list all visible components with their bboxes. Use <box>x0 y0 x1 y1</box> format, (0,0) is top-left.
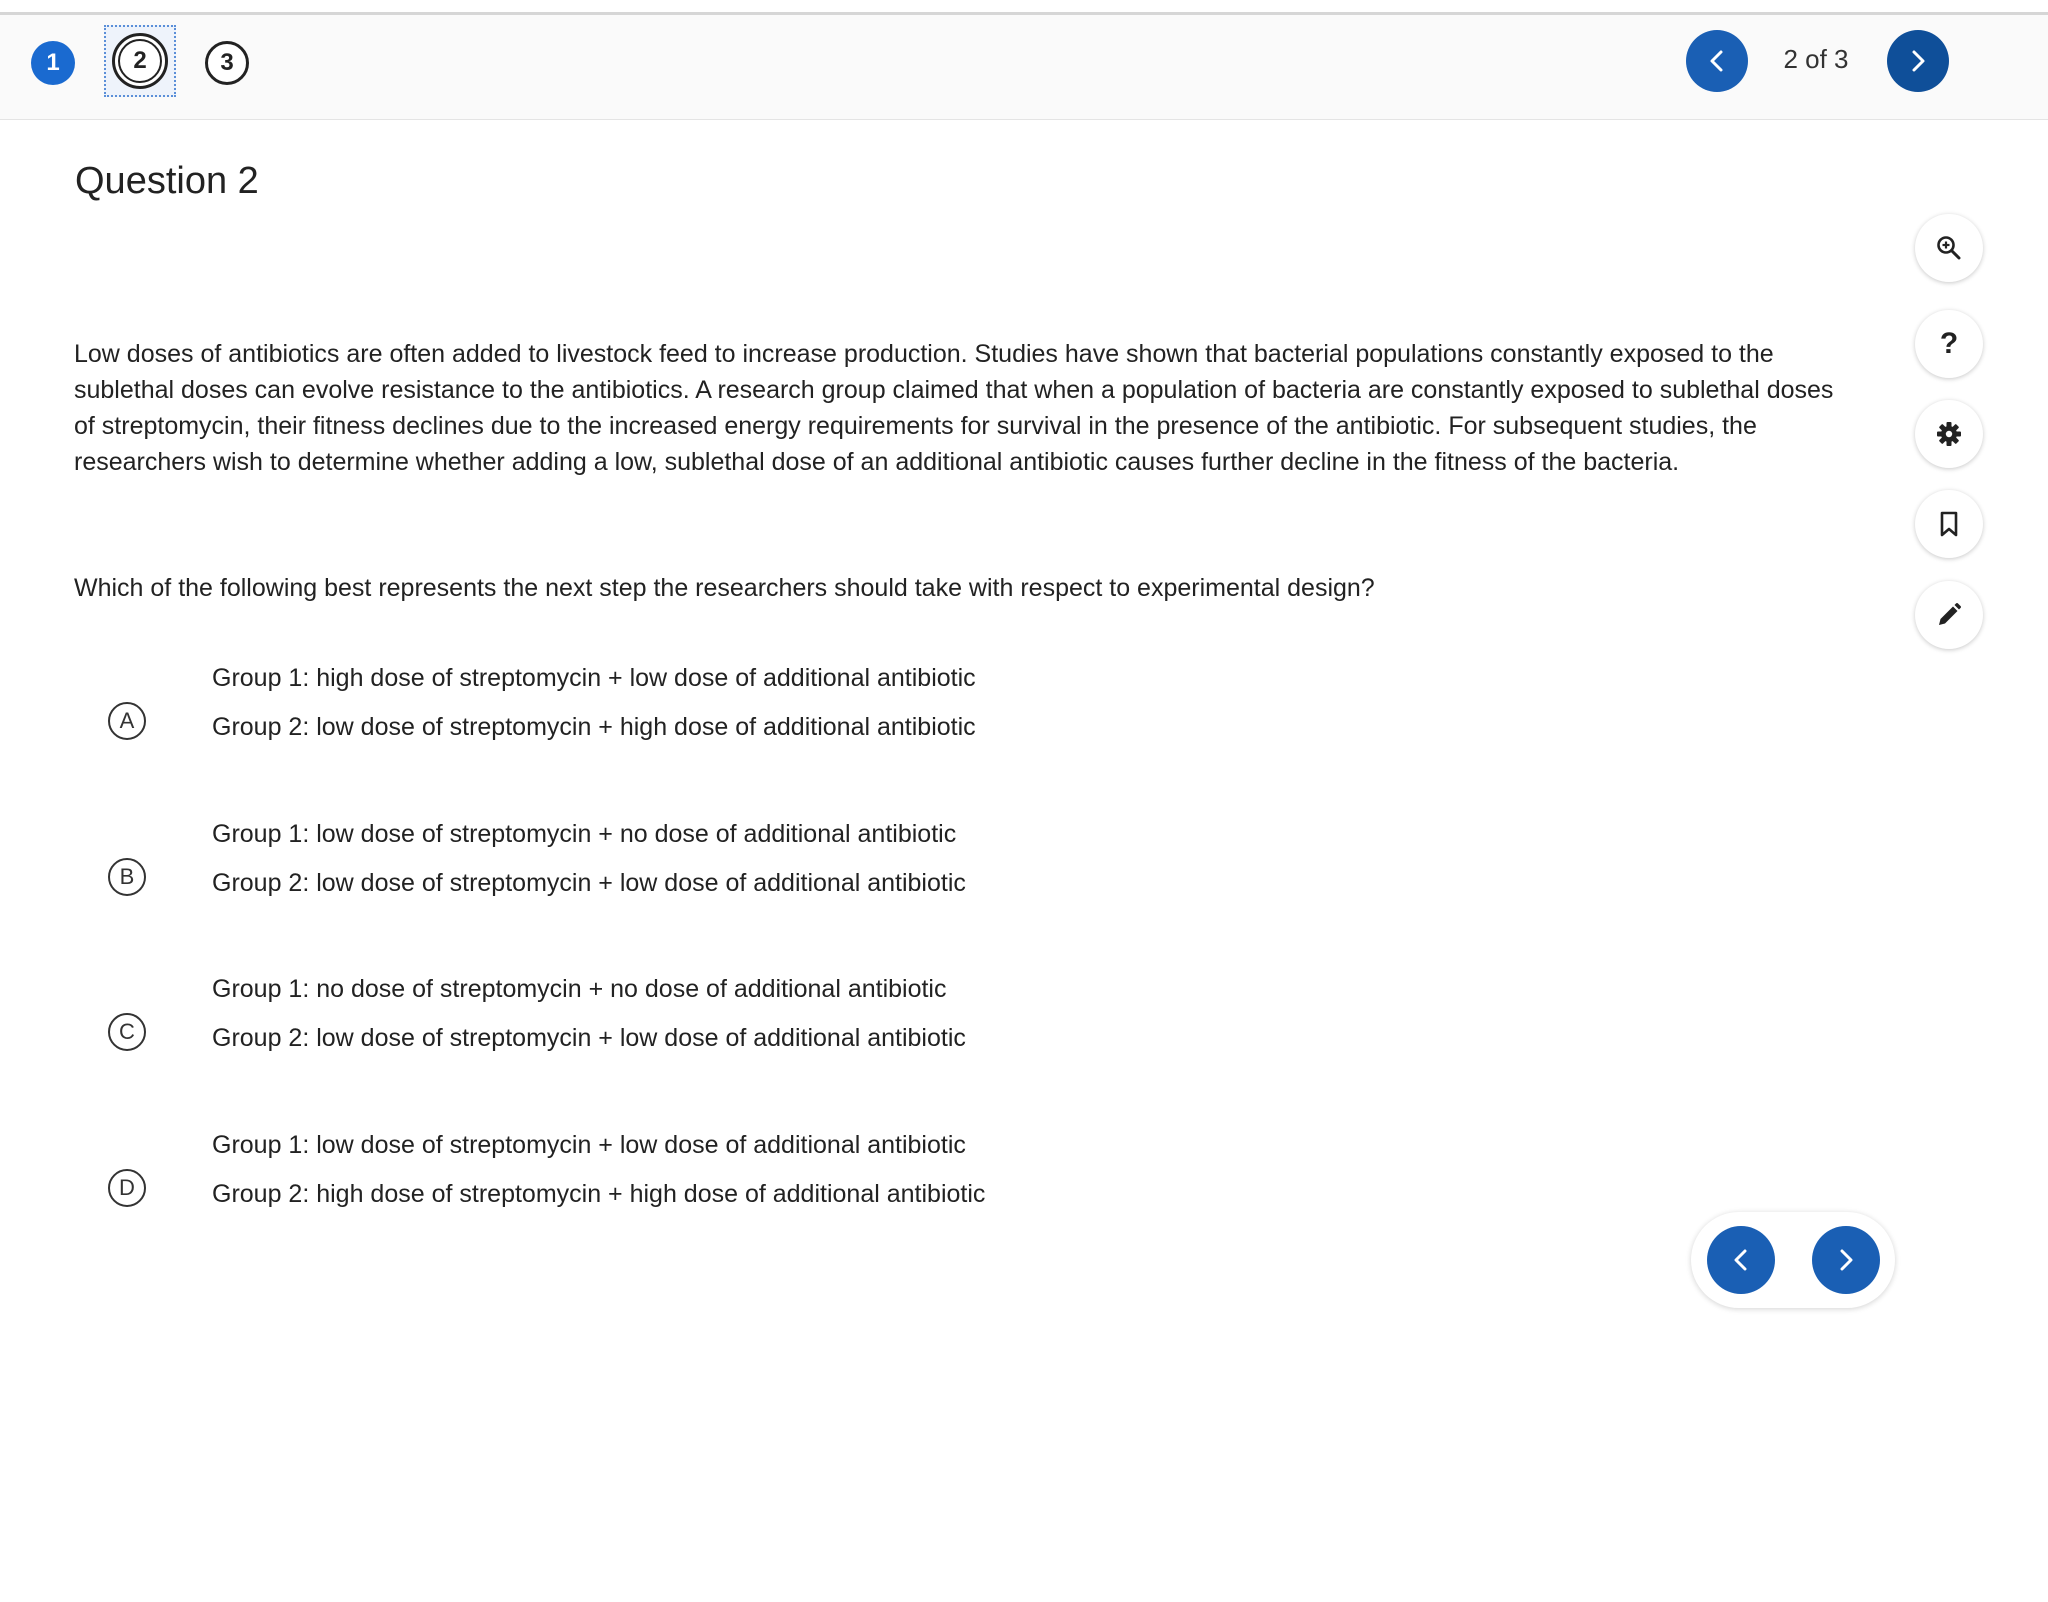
question-prompt: Which of the following best represents the next step the researchers should take with respect to experimental design? <box>74 574 1375 602</box>
chevron-right-icon <box>1905 48 1931 74</box>
bookmark-button[interactable] <box>1915 490 1983 558</box>
answer-choice-d[interactable] <box>100 1131 1100 1251</box>
choice-d-line-2: Group 2: high dose of streptomycin + high dose of additional antibiotic <box>212 1180 986 1208</box>
choice-b-line-1: Group 1: low dose of streptomycin + no dose of additional antibiotic <box>212 820 957 848</box>
zoom-in-icon <box>1935 234 1963 262</box>
question-passage: Low doses of antibiotics are often added to livestock feed to increase production. Studies have shown that bacterial populations constantly exposed to the sublethal doses can evolve resistance to the antibiotics. A research group claimed that when a population of bacteria are constantly exposed to sublethal doses of streptomycin, their fitness declines due to the increased energy requirements for survival in the presence of the antibiotic. For subsequent studies, the researchers wish to determine whether adding a low, sublethal dose of an additional antibiotic causes further decline in the fitness of the bacteria. <box>74 340 1834 476</box>
bookmark-icon <box>1935 510 1963 538</box>
zoom-button[interactable] <box>1915 214 1983 282</box>
choice-d-line-1: Group 1: low dose of streptomycin + low dose of additional antibiotic <box>212 1131 966 1159</box>
question-counter: 2 of 3 <box>1783 44 1849 74</box>
choice-a-line-1: Group 1: high dose of streptomycin + low dose of additional antibiotic <box>212 664 976 692</box>
annotate-button[interactable] <box>1915 581 1983 649</box>
help-icon: ? <box>1939 327 1959 360</box>
choice-letter-c: C <box>108 1013 146 1051</box>
bottom-next-button[interactable] <box>1812 1226 1880 1294</box>
question-nav-1-label: 1 <box>46 49 60 76</box>
question-nav-1[interactable] <box>31 41 75 85</box>
choice-a-line-2: Group 2: low dose of streptomycin + high dose of additional antibiotic <box>212 713 976 741</box>
previous-question-button[interactable] <box>1686 30 1748 92</box>
question-nav-3-label: 3 <box>220 49 234 76</box>
bottom-previous-button[interactable] <box>1707 1226 1775 1294</box>
answer-choice-c[interactable] <box>100 975 1100 1095</box>
choice-c-line-1: Group 1: no dose of streptomycin + no dose of additional antibiotic <box>212 975 947 1003</box>
help-button[interactable] <box>1915 310 1983 378</box>
chevron-right-icon <box>1832 1246 1860 1274</box>
gear-icon <box>1935 420 1963 448</box>
question-title: Question 2 <box>75 160 259 202</box>
choice-letter-b: B <box>108 858 146 896</box>
choice-c-line-2: Group 2: low dose of streptomycin + low dose of additional antibiotic <box>212 1024 966 1052</box>
question-nav-2[interactable] <box>112 33 168 89</box>
question-nav-2-label: 2 <box>133 47 147 74</box>
choice-b-line-2: Group 2: low dose of streptomycin + low dose of additional antibiotic <box>212 869 966 897</box>
answer-choice-a[interactable] <box>100 664 1100 784</box>
question-nav-3[interactable] <box>205 41 249 85</box>
settings-button[interactable] <box>1915 400 1983 468</box>
pencil-icon <box>1935 601 1963 629</box>
next-question-button[interactable] <box>1887 30 1949 92</box>
chevron-left-icon <box>1704 48 1730 74</box>
answer-choice-b[interactable] <box>100 820 1100 940</box>
chevron-left-icon <box>1727 1246 1755 1274</box>
choice-letter-d: D <box>108 1169 146 1207</box>
choice-letter-a: A <box>108 702 146 740</box>
bottom-navigation <box>1691 1212 1895 1308</box>
